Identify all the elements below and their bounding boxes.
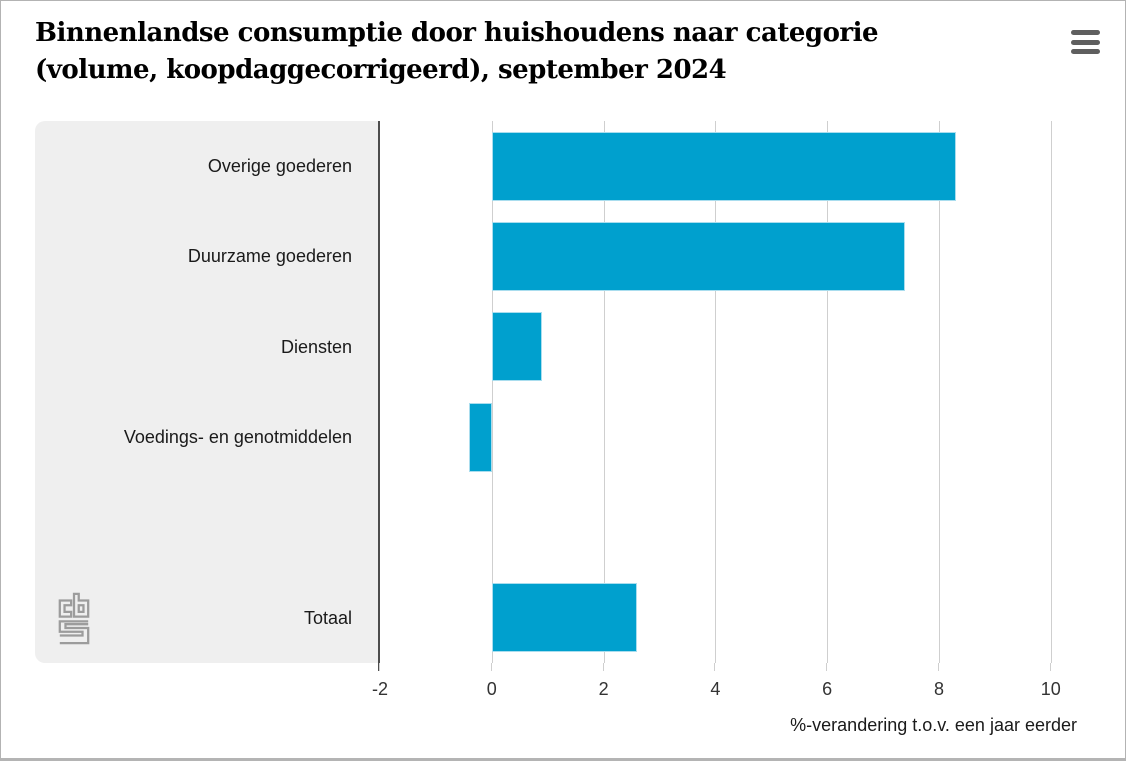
chart-title (35, 15, 1045, 89)
bar-totaal[interactable] (492, 583, 637, 652)
plot-area (380, 121, 1125, 663)
x-tick-label: 10 (1040, 679, 1061, 699)
x-tick-label: 4 (710, 679, 721, 699)
bar-diensten[interactable] (492, 312, 542, 381)
bar-overige-goederen[interactable] (492, 132, 956, 201)
chart-title-line1: Binnenlandse consumptie door huishoudens naar categorie (35, 18, 879, 48)
category-label-panel (35, 121, 378, 663)
gridline-8 (939, 121, 940, 663)
x-tick (938, 663, 939, 671)
x-tick (603, 663, 604, 671)
x-axis-title: %-verandering t.o.v. een jaar eerder (790, 715, 1077, 735)
x-tick-label: 8 (933, 679, 944, 699)
category-label: Totaal (303, 607, 352, 628)
bar-duurzame-goederen[interactable] (492, 222, 906, 291)
x-tick (1050, 663, 1051, 671)
x-tick-label: -2 (371, 679, 388, 699)
bar-voedings-en-genotmiddelen[interactable] (469, 403, 491, 472)
category-label: Diensten (280, 336, 352, 357)
x-tick-label: 2 (598, 679, 609, 699)
category-label: Overige goederen (207, 156, 352, 176)
gridline-4 (715, 121, 716, 663)
category-label: Voedings- en genotmiddelen (123, 427, 352, 447)
x-tick (826, 663, 827, 671)
x-tick (379, 663, 380, 671)
x-tick-label: 0 (486, 679, 497, 699)
gridline-10 (1051, 121, 1052, 663)
gridline-2 (604, 121, 605, 663)
x-tick (491, 663, 492, 671)
gridline-0 (492, 121, 493, 663)
hamburger-menu-icon[interactable] (1071, 30, 1100, 54)
gridline-6 (827, 121, 828, 663)
x-tick (714, 663, 715, 671)
x-tick-label: 6 (822, 679, 833, 699)
chart-title-line2: (volume, koopdaggecorrigeerd), september 2024 (35, 55, 727, 85)
category-label: Duurzame goederen (187, 246, 352, 267)
